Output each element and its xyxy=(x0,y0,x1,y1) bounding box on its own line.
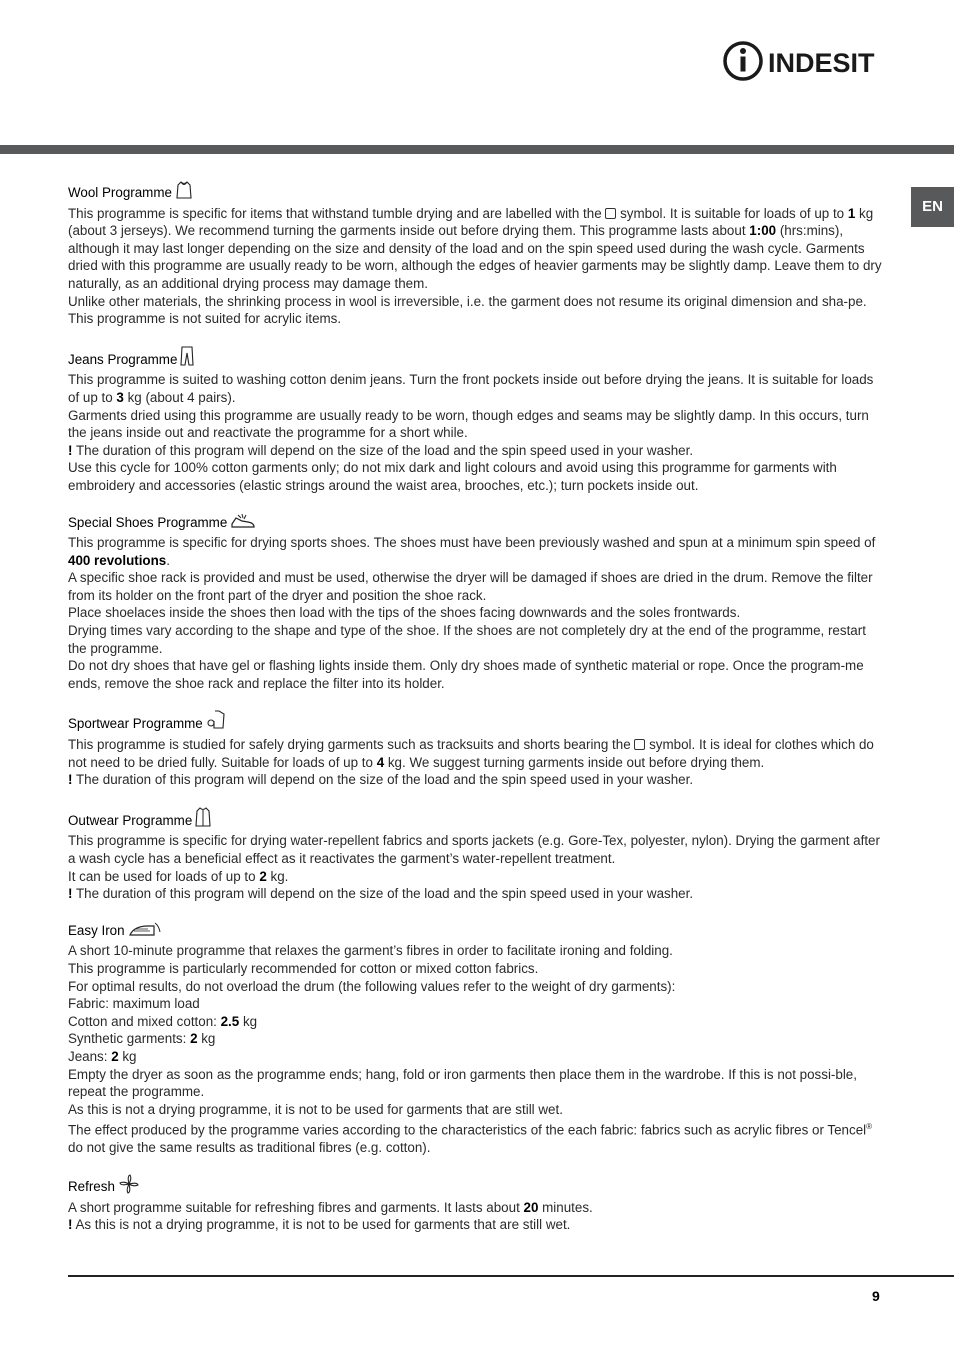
programme-title-text: Wool Programme xyxy=(68,185,172,200)
jacket-icon xyxy=(195,806,211,833)
text-run: This programme is specific for items that withstand tumble drying and are labelled with the xyxy=(68,205,606,221)
text-run: Fabric: maximum load xyxy=(68,996,200,1012)
bold-value: 3 xyxy=(116,389,124,405)
footer-rule xyxy=(68,1275,954,1277)
text-run: . xyxy=(166,552,170,568)
bold-value: ! xyxy=(68,886,73,902)
text-run: Drying times vary according to the shape and type of the shoe. If the shoes are not completely dry at the end of the programme, restart the programme. xyxy=(68,623,866,656)
text-run: The duration of this program will depend on the size of the load and the spin speed used in your washer. xyxy=(72,886,694,902)
text-run: symbol. It is ideal for clothes which do not need to be dried fully. Suitable for loads of up to xyxy=(68,737,874,770)
programme-title-text: Refresh xyxy=(68,1178,115,1194)
text-run: kg. We suggest turning garments inside out before drying them. xyxy=(384,754,765,770)
programme-title xyxy=(68,512,884,535)
programme-paragraph xyxy=(68,960,884,978)
programme-paragraph xyxy=(68,771,884,789)
text-run: Garments dried using this programme are usually ready to be worn, though edges and seams may be slightly damp. In this occurs, turn the jeans inside out and reactivate the programme for a short while. xyxy=(68,407,869,441)
programme-title xyxy=(68,920,884,943)
programme-title-text: Sportwear Programme xyxy=(68,716,203,732)
programme-paragraph xyxy=(68,534,884,569)
programme-paragraph xyxy=(68,1030,884,1048)
programme-title xyxy=(68,345,884,372)
bold-value: 2 xyxy=(111,1048,119,1064)
programme-section xyxy=(68,1174,884,1234)
text-run: (hrs:mins), although it may last longer depending on the size and density of the load and on the spin speed used during the wash cycle. Garments dried with this programme are usually ready to be worn, although the edges of heavier garments may be slightly damp. Leave them to dry naturally, as an additional drying process may damage them. xyxy=(68,223,882,291)
text-run: kg. xyxy=(266,868,289,884)
text-run: The effect produced by the programme varies according to the characteristics of the each fabric: fabrics such as acrylic fibres or Tencel xyxy=(68,1122,867,1138)
text-run: do not give the same results as traditional fibres (e.g. cotton). xyxy=(68,1140,431,1156)
tumble-dry-symbol-icon xyxy=(634,739,645,750)
text-run: symbol. It is suitable for loads of up to xyxy=(616,205,848,221)
refresh-fan-icon xyxy=(118,1174,140,1199)
text-run: This programme is specific for drying water-repellent fabrics and sports jackets (e.g. Gore-Tex, polyester, nylon). Drying the garment after a wash cycle has a beneficial effect as it reactivates the garment’s water-repellent treatment. xyxy=(68,833,880,866)
text-run: kg xyxy=(239,1013,258,1029)
programme-paragraph xyxy=(68,1013,884,1031)
registered-mark: ® xyxy=(866,1122,873,1132)
bold-value: 2.5 xyxy=(220,1013,240,1029)
text-run: Cotton and mixed cotton: xyxy=(68,1013,221,1029)
tumble-dry-symbol-icon xyxy=(605,208,616,219)
text-run: The duration of this program will depend on the size of the load and the spin speed used in your washer. xyxy=(72,772,694,788)
text-run: minutes. xyxy=(538,1199,593,1215)
programme-section xyxy=(68,345,884,495)
programme-paragraph xyxy=(68,604,884,622)
text-run: Synthetic garments: xyxy=(68,1031,191,1047)
programme-paragraph xyxy=(68,657,884,692)
text-run: For optimal results, do not overload the drum (the following values refer to the weight of dry garments): xyxy=(68,978,676,994)
text-run: A short 10-minute programme that relaxes the garment’s fibres in order to facilitate ironing and folding. xyxy=(68,943,673,959)
programme-paragraph xyxy=(68,293,884,328)
shoe-icon xyxy=(230,512,256,535)
text-run: This programme is suited to washing cotton denim jeans. Turn the front pockets inside out before drying the jeans. It is suitable for loads of up to xyxy=(68,372,874,405)
text-run: kg (about 3 jerseys). We recommend turning the garments inside out before drying them. This programme lasts about xyxy=(68,205,874,239)
programme-paragraph xyxy=(68,459,884,494)
page-number: 9 xyxy=(872,1288,880,1304)
programme-section xyxy=(68,709,884,788)
text-run: It can be used for loads of up to xyxy=(68,868,260,884)
wool-sweater-icon xyxy=(175,180,193,205)
programme-title-text: Easy Iron xyxy=(68,922,125,938)
bold-value: 400 revolutions xyxy=(68,552,167,568)
indesit-logo xyxy=(722,38,890,84)
programme-section xyxy=(68,180,884,328)
programme-section xyxy=(68,512,884,693)
jeans-icon xyxy=(180,345,194,372)
text-run: This programme is particularly recommended for cotton or mixed cotton fabrics. xyxy=(68,960,539,976)
text-run: Do not dry shoes that have gel or flashing lights inside them. Only dry shoes made of synthetic material or rope. Once the program-me ends, remove the shoe rack and replace the filter into its holder. xyxy=(68,658,864,691)
programme-title xyxy=(68,1174,884,1199)
programme-paragraph xyxy=(68,1101,884,1119)
programme-paragraph xyxy=(68,442,884,460)
text-run: This programme is studied for safely drying garments such as tracksuits and shorts bearing the xyxy=(68,737,635,753)
bold-value: ! xyxy=(68,1217,73,1233)
bold-value: 4 xyxy=(376,754,385,770)
programme-title xyxy=(68,806,884,833)
programme-paragraph xyxy=(68,569,884,604)
text-run: Unlike other materials, the shrinking process in wool is irreversible, i.e. the garment does not resume its original dimension and sha-pe. This programme is not suited for acrylic items. xyxy=(68,293,867,327)
programme-paragraph xyxy=(68,995,884,1013)
text-run: The duration of this program will depend on the size of the load and the spin speed used in your washer. xyxy=(72,442,694,458)
bold-value: ! xyxy=(68,772,73,788)
programme-section xyxy=(68,806,884,903)
text-run: Use this cycle for 100% cotton garments only; do not mix dark and light colours and avoid using this programme for garments with embroidery and accessories (elastic strings around the waist area, brooches, etc.); turn pockets inside out. xyxy=(68,460,837,493)
programme-paragraph xyxy=(68,1118,884,1157)
text-run: A short programme suitable for refreshing fibres and garments. It lasts about xyxy=(68,1199,524,1215)
bold-value: 20 xyxy=(523,1199,539,1215)
header-bar xyxy=(0,145,954,154)
programme-paragraph xyxy=(68,407,884,442)
programme-paragraph xyxy=(68,942,884,960)
programme-title xyxy=(68,709,884,736)
programme-section xyxy=(68,920,884,1157)
bold-value: 2 xyxy=(259,868,267,884)
text-run: kg xyxy=(118,1048,137,1064)
programme-paragraph xyxy=(68,832,884,867)
bold-value: 1:00 xyxy=(749,223,777,239)
text-run: Place shoelaces inside the shoes then load with the tips of the shoes facing downwards and the soles frontwards. xyxy=(68,605,741,621)
programme-paragraph xyxy=(68,885,884,903)
programme-paragraph xyxy=(68,371,884,406)
text-run: Empty the dryer as soon as the programme ends; hang, fold or iron garments then place them in the wardrobe. If this is not possi-ble, repeat the programme. xyxy=(68,1066,857,1100)
language-tab: EN xyxy=(911,187,954,227)
text-run: kg (about 4 pairs). xyxy=(123,389,236,405)
text-run: This programme is specific for drying sports shoes. The shoes must have been previously washed and spun at a minimum spin speed of xyxy=(68,535,876,551)
text-run: As this is not a drying programme, it is not to be used for garments that are still wet. xyxy=(68,1101,563,1117)
svg-text:INDESIT: INDESIT xyxy=(768,48,875,78)
text-run: As this is not a drying programme, it is not to be used for garments that are still wet. xyxy=(72,1217,571,1233)
programme-paragraph xyxy=(68,868,884,886)
programme-title-text: Outwear Programme xyxy=(68,812,193,828)
manual-content xyxy=(68,180,884,1251)
programme-paragraph xyxy=(68,1216,884,1234)
text-run: A specific shoe rack is provided and must be used, otherwise the dryer will be damaged if shoes are dried in the drum. Remove the filter from its holder on the front part of the dryer and position the shoe rack. xyxy=(68,570,873,603)
programme-title xyxy=(68,180,884,205)
programme-paragraph xyxy=(68,622,884,657)
sportswear-icon xyxy=(206,709,228,736)
programme-paragraph xyxy=(68,1066,884,1101)
bold-value: 2 xyxy=(190,1031,198,1047)
programme-title-text: Jeans Programme xyxy=(68,351,178,367)
bold-value: 1 xyxy=(847,205,856,221)
programme-paragraph xyxy=(68,205,884,293)
iron-icon xyxy=(128,920,162,943)
programme-title-text: Special Shoes Programme xyxy=(68,514,228,530)
text-run: Jeans: xyxy=(68,1048,112,1064)
text-run: kg xyxy=(197,1031,216,1047)
programme-paragraph xyxy=(68,978,884,996)
programme-paragraph xyxy=(68,736,884,771)
programme-paragraph xyxy=(68,1199,884,1217)
bold-value: ! xyxy=(68,442,73,458)
programme-paragraph xyxy=(68,1048,884,1066)
